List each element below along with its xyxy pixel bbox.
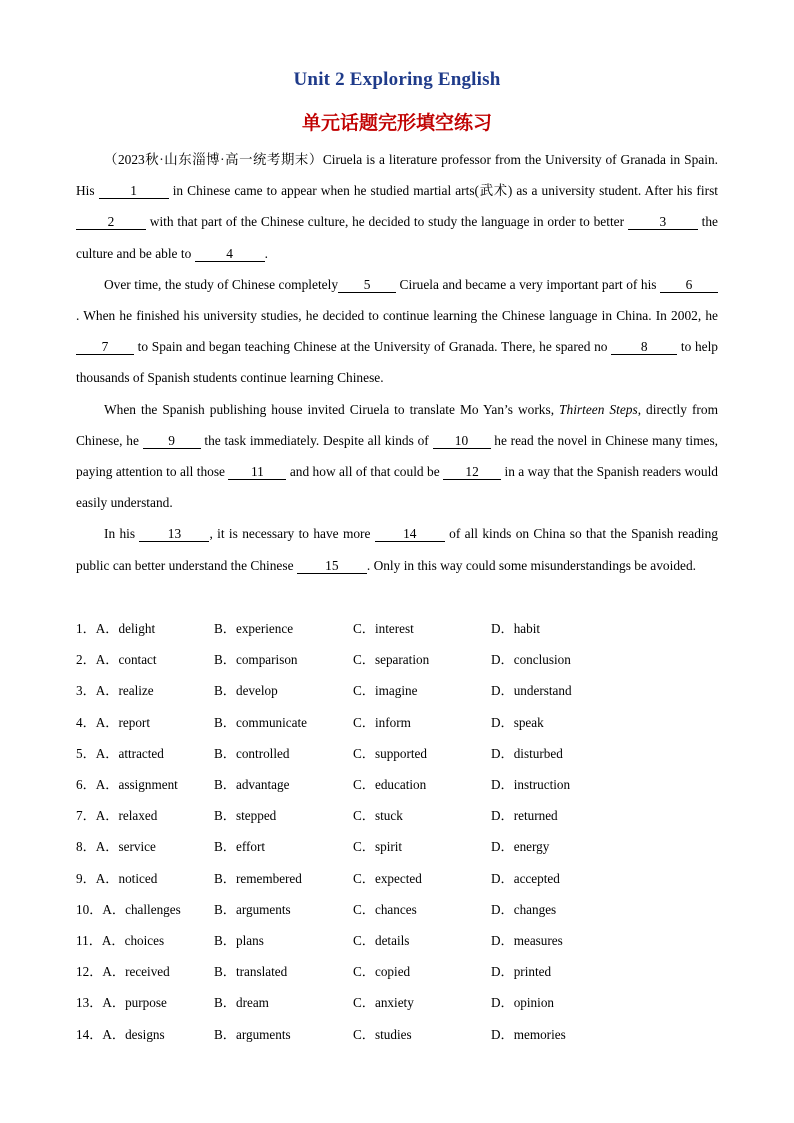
blank-4: 4 [195,246,265,262]
question-row: 13．A．purpose B．dream C．anxiety D．opinion [76,995,555,1011]
question-row: 14．A．designs B．arguments C．studies D．memories [76,1026,566,1042]
blank-15: 15 [297,558,367,574]
question-row: 9．A．noticed B．remembered C．expected D．accepted [76,870,560,886]
paragraph-3: When the Spanish publishing house invited Ciruela to translate Mo Yan’s works, Thirteen Steps, directly from Chinese, he 9 the task immediately. Despite all kinds of 10 he read the novel in Chinese many times, paying attention to all those 11 and how all of that could be 12 in a way that the Spanish readers would easily understand. [76,401,718,511]
paragraph-4: In his 13 , it is necessary to have more 14 of all kinds on China so that the Spanish reading public can better understand the Chinese 15 . Only in this way could some misunderstandings be avoided. [76,526,718,573]
page-subtitle: 单元话题完形填空练习 [301,113,492,134]
blank-2: 2 [76,214,146,230]
question-row: 8．A．service B．effort C．spirit D．energy [76,839,550,855]
blank-10: 10 [433,433,491,449]
blank-5: 5 [338,277,396,293]
blank-13: 13 [139,526,209,542]
paragraph-1: （2023秋·山东淄博·高一统考期末）Ciruela is a literature professor from the University of Granada in Spain. His 1 in Chinese came to appear when he studied martial arts(武术) as a university student. After his first 2 with that part of the Chinese culture, he decided to study the language in order to better 3 the culture and be able to 4 . [76,152,719,261]
question-options [76,612,736,1049]
source-note: （2023秋·山东淄博·高一统考期末） [104,152,323,167]
question-row: 1．A．delight B．experience C．interest D．habit [76,621,541,637]
question-row: 6．A．assignment B．advantage C．education D．instruction [76,777,571,793]
question-row: 4．A．report B．communicate C．inform D．speak [76,714,544,730]
question-row: 7．A．relaxed B．stepped C．stuck D．returned [76,808,558,824]
blank-14: 14 [375,526,445,542]
question-row: 3．A．realize B．develop C．imagine D．understand [76,683,572,699]
blank-6: 6 [660,277,718,293]
book-title: Thirteen Steps [559,401,638,417]
question-row: 12．A．received B．translated C．copied D．printed [76,964,552,980]
question-row: 10．A．challenges B．arguments C．chances D．changes [76,901,557,917]
blank-3: 3 [628,214,698,230]
page-title: Unit 2 Exploring English [293,69,501,90]
blank-9: 9 [143,433,201,449]
paragraph-2: Over time, the study of Chinese completely 5 Ciruela and became a very important part of his 6. When he finished his university studies, he decided to continue learning the Chinese language in China. In 2002, he 7 to Spain and began teaching Chinese at the University of Granada. There, he spared no 8 to help thousands of Spanish students continue learning Chinese. [76,276,719,386]
question-row: 2．A．contact B．comparison C．separation D．conclusion [76,652,571,668]
question-row: 11．A．choices B．plans C．details D．measures [76,932,563,948]
blank-11: 11 [228,464,286,480]
blank-8: 8 [611,339,677,355]
blank-12: 12 [443,464,501,480]
blank-1: 1 [99,183,169,199]
blank-7: 7 [76,339,134,355]
question-row: 5．A．attracted B．controlled C．supported D．disturbed [76,745,563,761]
passage [76,144,718,581]
